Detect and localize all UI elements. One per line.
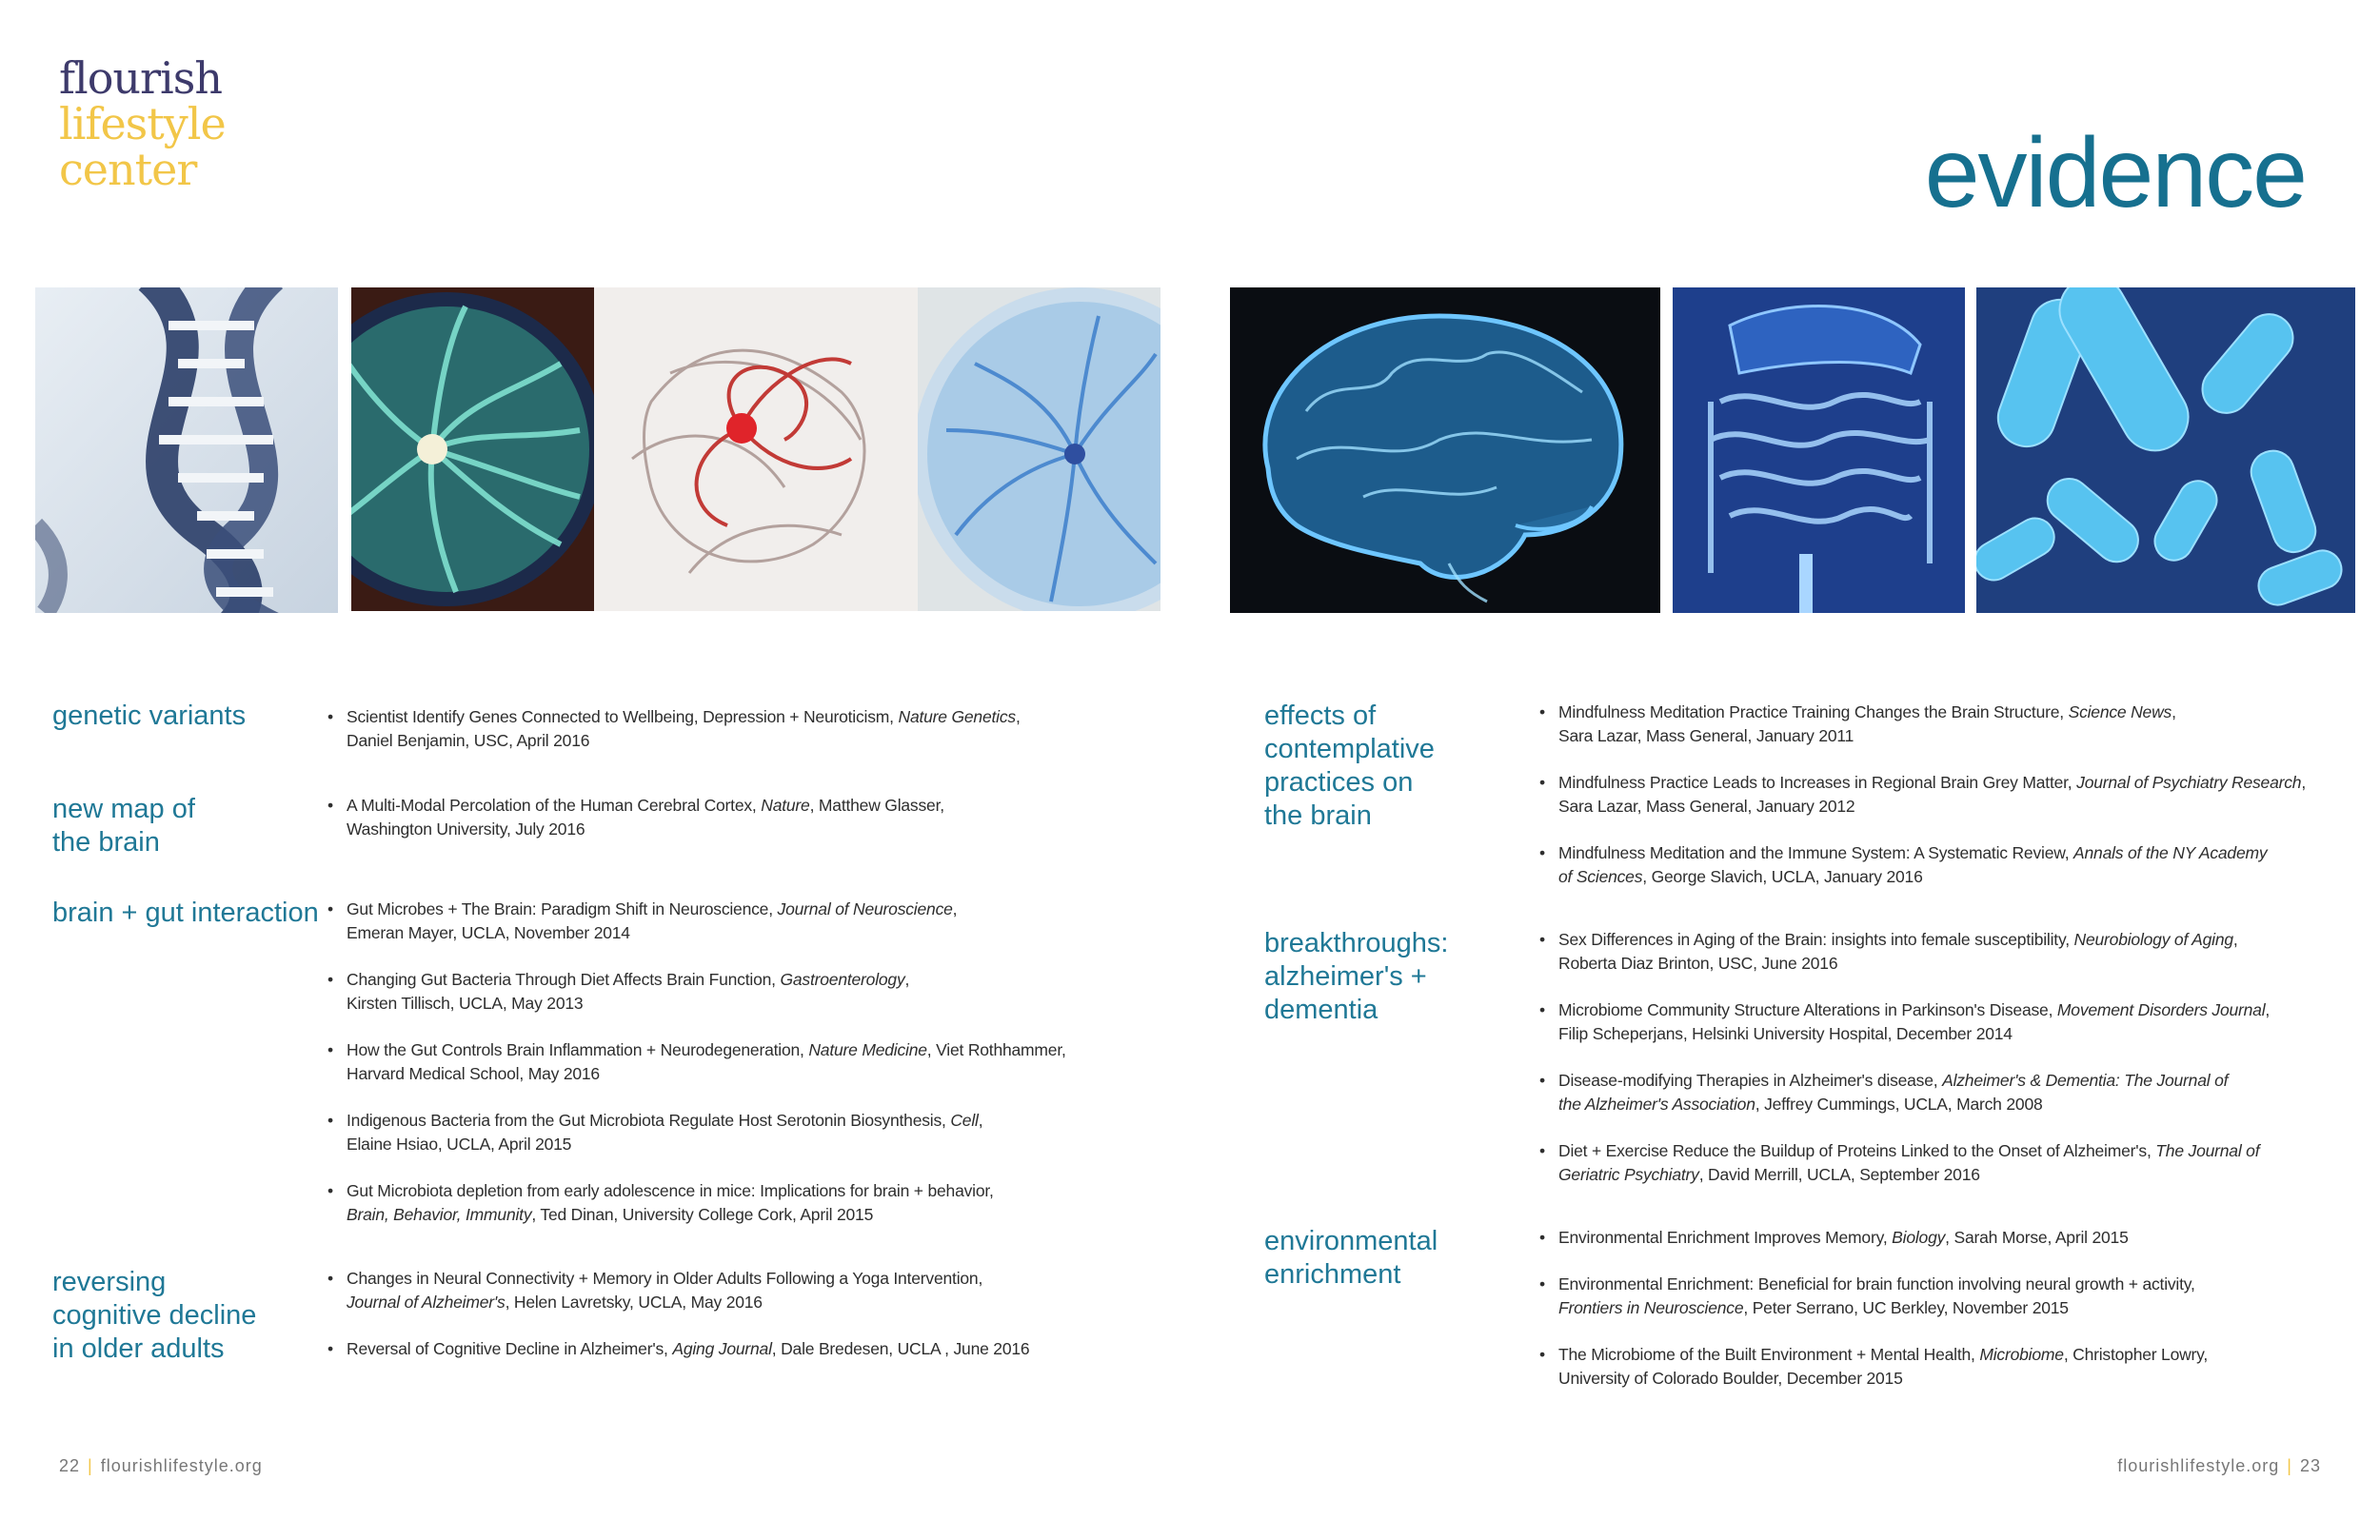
bacteria-colony-petri-image	[351, 287, 594, 611]
reference-list-new-map	[327, 794, 1127, 864]
logo-line-3: center	[59, 144, 197, 195]
section-title-reversing-cognitive-decline: reversing cognitive decline in older adults	[52, 1267, 257, 1364]
footer-right: flourishlifestyle.org | 23	[2117, 1456, 2321, 1475]
xray-gut-image	[1673, 287, 1965, 613]
reference-item: • How the Gut Controls Brain Inflammation + Neurodegeneration, Nature Medicine, Viet Rothhammer, Harvard Medical School, May 2016	[327, 1038, 1127, 1086]
reference-item: • Changes in Neural Connectivity + Memory in Older Adults Following a Yoga Intervention, Journal of Alzheimer's, Helen Lavretsky, UCLA, May 2016	[327, 1267, 1127, 1314]
reference-list-cognitive-decline	[327, 1267, 1127, 1384]
footer-left: 22 | flourishlifestyle.org	[59, 1456, 263, 1475]
reference-item: • Changing Gut Bacteria Through Diet Affects Brain Function, Gastroenterology, Kirsten Tillisch, UCLA, May 2013	[327, 968, 1127, 1016]
reference-item: • Environmental Enrichment: Beneficial for brain function involving neural growth + activity, Frontiers in Neuroscience, Peter Serrano, UC Berkley, November 2015	[1539, 1273, 2349, 1320]
reference-item: • Reversal of Cognitive Decline in Alzheimer's, Aging Journal, Dale Bredesen, UCLA , June 2016	[327, 1337, 1127, 1361]
reference-list-environmental	[1539, 1226, 2349, 1413]
reference-item: • Gut Microbiota depletion from early adolescence in mice: Implications for brain + behavior, Brain, Behavior, Immunity, Ted Dinan, University College Cork, April 2015	[327, 1179, 1127, 1227]
section-title-breakthroughs-alzheimers: breakthroughs: alzheimer's + dementia	[1264, 928, 1449, 1025]
logo-line-1: flourish	[59, 52, 222, 104]
footer-website-right[interactable]: flourishlifestyle.org	[2117, 1456, 2280, 1475]
reference-item: • Environmental Enrichment Improves Memory, Biology, Sarah Morse, April 2015	[1539, 1226, 2349, 1250]
reference-item: • Mindfulness Practice Leads to Increases in Regional Brain Grey Matter, Journal of Psychiatry Research, Sara Lazar, Mass General, January 2012	[1539, 771, 2349, 819]
reference-list-brain-gut	[327, 898, 1127, 1250]
reference-item: • Microbiome Community Structure Alterations in Parkinson's Disease, Movement Disorders Journal, Filip Scheperjans, Helsinki University Hospital, December 2014	[1539, 998, 2349, 1046]
section-title-brain-gut-interaction: brain + gut interaction	[52, 898, 319, 928]
brand-logo	[59, 52, 226, 195]
section-title-new-map-of-the-brain: new map of the brain	[52, 794, 195, 858]
reference-item: • Mindfulness Meditation Practice Training Changes the Brain Structure, Science News, Sara Lazar, Mass General, January 2011	[1539, 701, 2349, 748]
footer-website-left[interactable]: flourishlifestyle.org	[100, 1456, 263, 1475]
section-title-environmental-enrichment: environmental enrichment	[1264, 1226, 1438, 1290]
reference-list-alzheimers	[1539, 928, 2349, 1210]
bacteria-colony-red-image	[594, 287, 918, 611]
reference-item: • Mindfulness Meditation and the Immune System: A Systematic Review, Annals of the NY Academy of Sciences, George Slavich, UCLA, January 2016	[1539, 841, 2349, 889]
page-number-left: 22	[59, 1456, 81, 1475]
page-title: evidence	[1924, 118, 2306, 228]
reference-item: • Disease-modifying Therapies in Alzheimer's disease, Alzheimer's & Dementia: The Journal of the Alzheimer's Association, Jeffrey Cummings, UCLA, March 2008	[1539, 1069, 2349, 1116]
logo-line-2: lifestyle	[59, 98, 226, 149]
blue-bacteria-image	[1976, 287, 2355, 613]
reference-item: • A Multi-Modal Percolation of the Human Cerebral Cortex, Nature, Matthew Glasser, Washington University, July 2016	[327, 794, 1127, 841]
section-title-contemplative-practices: effects of contemplative practices on the brain	[1264, 701, 1435, 831]
page-number-right: 23	[2299, 1456, 2321, 1475]
dna-helix-image	[35, 287, 338, 613]
reference-item: • Gut Microbes + The Brain: Paradigm Shift in Neuroscience, Journal of Neuroscience, Emeran Mayer, UCLA, November 2014	[327, 898, 1127, 945]
reference-item: • Scientist Identify Genes Connected to Wellbeing, Depression + Neuroticism, Nature Genetics, Daniel Benjamin, USC, April 2016	[327, 705, 1127, 753]
reference-item: • Sex Differences in Aging of the Brain: insights into female susceptibility, Neurobiology of Aging, Roberta Diaz Brinton, USC, June 2016	[1539, 928, 2349, 976]
bacteria-colony-blue-image	[918, 287, 1160, 611]
xray-brain-image	[1230, 287, 1660, 613]
reference-list-genetic-variants	[327, 705, 1127, 776]
reference-item: • Indigenous Bacteria from the Gut Microbiota Regulate Host Serotonin Biosynthesis, Cell, Elaine Hsiao, UCLA, April 2015	[327, 1109, 1127, 1156]
section-title-genetic-variants: genetic variants	[52, 701, 247, 731]
reference-item: • The Microbiome of the Built Environment + Mental Health, Microbiome, Christopher Lowry, University of Colorado Boulder, December 2015	[1539, 1343, 2349, 1391]
reference-item: • Diet + Exercise Reduce the Buildup of Proteins Linked to the Onset of Alzheimer's, The Journal of Geriatric Psychiatry, David Merrill, UCLA, September 2016	[1539, 1139, 2349, 1187]
reference-list-contemplative	[1539, 701, 2349, 912]
